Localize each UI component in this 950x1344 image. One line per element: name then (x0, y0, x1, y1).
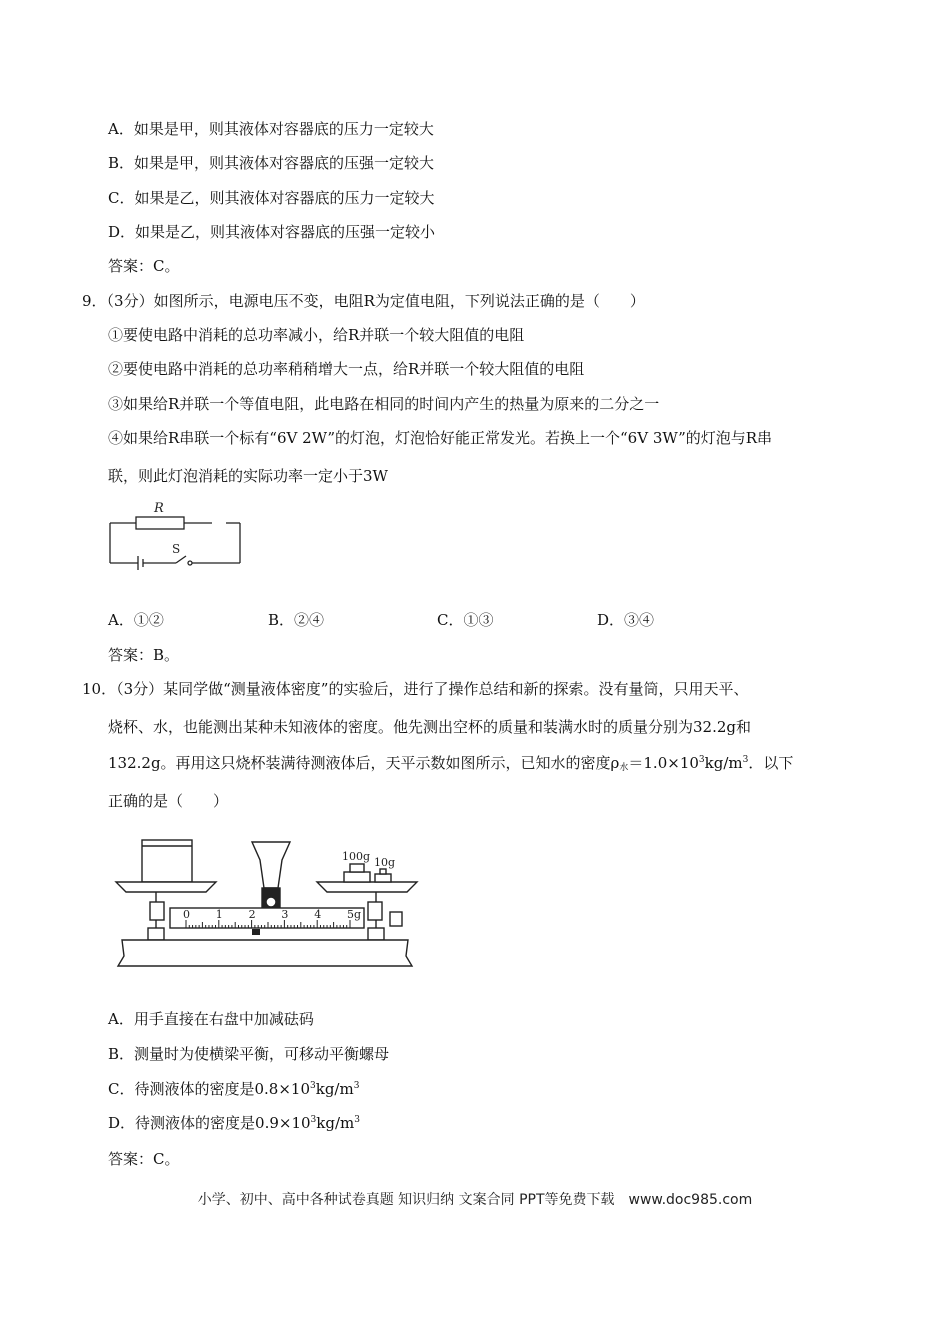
q10-balance-figure (112, 832, 422, 974)
q9-option-a: A．①② (108, 611, 164, 629)
q8-option-b: B．如果是甲，则其液体对容器底的压强一定较大 (108, 154, 435, 172)
q9-answer: 答案：B。 (108, 646, 180, 664)
q9-statement-4: ④如果给R串联一个标有“6V 2W”的灯泡，灯泡恰好能正常发光。若换上一个“6V 3W”的灯泡与R串 (108, 429, 773, 447)
q8-option-a: A．如果是甲，则其液体对容器底的压力一定较大 (108, 120, 434, 138)
q9-circuit-figure (104, 496, 246, 572)
q9-option-c: C．①③ (437, 611, 494, 629)
scale-tick-label: 4 (314, 908, 322, 921)
q9-option-b: B．②④ (268, 611, 325, 629)
scale-tick-label: 1 (215, 908, 223, 921)
q10-option-b: B．测量时为使横梁平衡，可移动平衡螺母 (108, 1045, 390, 1063)
weight-10g-label: 10g (374, 856, 396, 869)
scale-tick-label: 2 (248, 908, 256, 921)
rho-subscript: 水 (619, 763, 629, 773)
switch-label: S (172, 542, 181, 556)
q9-statement-2: ②要使电路中消耗的总功率稍稍增大一点，给R并联一个较大阻值的电阻 (108, 360, 585, 378)
q10-answer: 答案：C。 (108, 1150, 180, 1168)
q9-option-d: D．③④ (597, 611, 655, 629)
weight-100g-label: 100g (342, 850, 371, 863)
scale-tick-label: 3 (281, 908, 289, 921)
q8-option-c: C．如果是乙，则其液体对容器底的压力一定较大 (108, 189, 435, 207)
resistor-label: R (154, 501, 164, 516)
q9-stem: 9．（3分）如图所示，电源电压不变，电阻R为定值电阻，下列说法正确的是（ ） (82, 292, 645, 310)
q10-stem-line-4: 正确的是（ ） (108, 792, 229, 810)
scale-tick-label: 0 (183, 908, 190, 921)
q9-statement-1: ①要使电路中消耗的总功率减小，给R并联一个较大阻值的电阻 (108, 326, 525, 344)
page-footer: 小学、初中、高中各种试卷真题 知识归纳 文案合同 PPT等免费下载 www.doc985.com (197, 1192, 753, 1208)
q10-stem-line-1: 10．（3分）某同学做“测量液体密度”的实验后，进行了操作总结和新的探索。没有量筒，只用天平、 (82, 680, 749, 698)
q10-stem-line-3: 132.2g。再用这只烧杯装满待测液体后，天平示数如图所示，已知水的密度$\rho_水=1.0\times 10^3kg/m^3$．以下 (108, 754, 794, 773)
scale-tick-label: 5g (347, 908, 362, 921)
q10-option-d: D．待测液体的密度是$0.9\times 10^3kg/m^3$ (108, 1114, 360, 1132)
q10-option-a: A．用手直接在右盘中加减砝码 (108, 1010, 314, 1028)
q10-option-c: C．待测液体的密度是$0.8\times 10^3kg/m^3$ (108, 1080, 360, 1098)
q10-stem-line-2: 烧杯、水，也能测出某种未知液体的密度。他先测出空杯的质量和装满水时的质量分别为32.2g和 (108, 718, 752, 736)
q9-statement-3: ③如果给R并联一个等值电阻，此电路在相同的时间内产生的热量为原来的二分之一 (108, 395, 660, 413)
q8-option-d: D．如果是乙，则其液体对容器底的压强一定较小 (108, 223, 436, 241)
q9-statement-4-cont: 联，则此灯泡消耗的实际功率一定小于3W (108, 467, 388, 485)
q8-answer: 答案：C。 (108, 257, 180, 275)
